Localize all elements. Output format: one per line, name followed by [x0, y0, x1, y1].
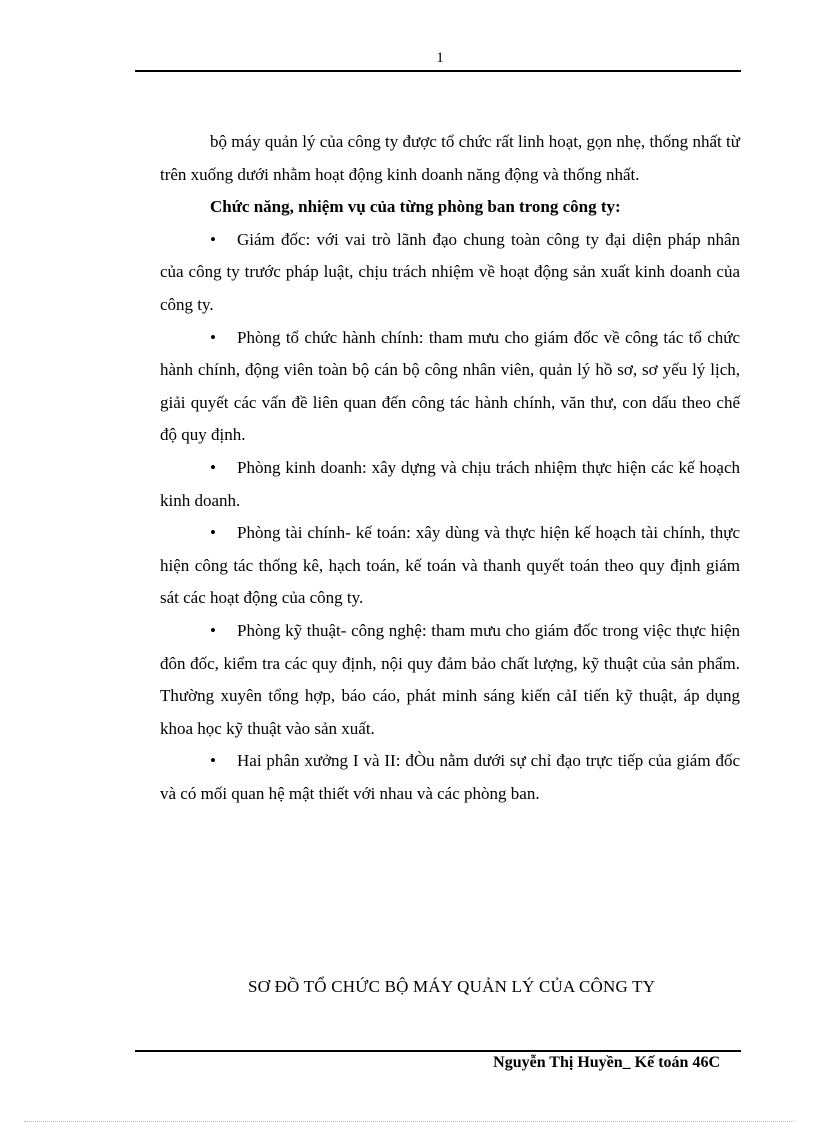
header-rule	[135, 70, 741, 72]
bullet-icon: •	[210, 457, 216, 477]
bullet-item-technical	[160, 615, 740, 745]
section-heading: Chức năng, nhiệm vụ của từng phòng ban trong công ty:	[210, 197, 621, 217]
footer-author: Nguyễn Thị Huyền_ Kế toán 46C	[493, 1054, 720, 1071]
bullet-text: Giám đốc: với vai trò lãnh đạo chung toàn công ty đại diện pháp nhân của công ty trước pháp luật, chịu trách nhiệm về hoạt động sản xuất kinh doanh của công ty.	[160, 229, 740, 314]
bullet-item-business	[160, 452, 740, 517]
page-edge	[24, 1121, 794, 1122]
bullet-text: Phòng tài chính- kế toán: xây dùng và thực hiện kế hoạch tài chính, thực hiện công tác thống kê, hạch toán, kế toán và thanh quyết toán theo quy định giám sát các hoạt động của công ty.	[160, 523, 740, 608]
bullet-icon: •	[210, 751, 216, 771]
intro-paragraph: bộ máy quản lý của công ty được tổ chức rất linh hoạt, gọn nhẹ, thống nhất từ trên xuống dưới nhằm hoạt động kinh doanh năng động và thống nhất.	[160, 132, 740, 184]
bullet-text: Phòng tổ chức hành chính: tham mưu cho giám đốc về công tác tổ chức hành chính, động viên toàn bộ cán bộ công nhân viên, quản lý hồ sơ, sơ yếu lý lịch, giải quyết các vấn đề liên quan đến công tác hành chính, văn thư, con dấu theo chế độ quy định.	[160, 327, 740, 445]
bullet-icon: •	[210, 523, 216, 543]
bullet-text: Phòng kỹ thuật- công nghệ: tham mưu cho giám đốc trong việc thực hiện đôn đốc, kiểm tra các quy định, nội quy đảm bảo chất lượng, kỹ thuật của sản phẩm. Thường xuyên tổng hợp, báo cáo, phát minh sáng kiến cảI tiến kỹ thuật, áp dụng khoa học kỹ thuật vào sản xuất.	[160, 620, 740, 738]
bullet-icon: •	[210, 620, 216, 640]
bullet-item-workshops	[160, 745, 740, 810]
bullet-icon: •	[210, 229, 216, 249]
bullet-item-admin	[160, 322, 740, 452]
diagram-title: SƠ ĐỒ TỔ CHỨC BỘ MÁY QUẢN LÝ CỦA CÔNG TY	[248, 977, 656, 996]
footer-rule	[135, 1050, 741, 1052]
bullet-text: Hai phân xưởng I và II: đÒu nằm dưới sự chỉ đạo trực tiếp của giám đốc và có mối quan hệ mật thiết với nhau và các phòng ban.	[160, 751, 740, 803]
bullet-item-director	[160, 224, 740, 322]
bullet-item-finance	[160, 517, 740, 615]
page-number: 1	[436, 50, 444, 66]
bullet-icon: •	[210, 327, 216, 347]
document-body	[160, 126, 740, 810]
bullet-text: Phòng kinh doanh: xây dựng và chịu trách nhiệm thực hiện các kế hoạch kinh doanh.	[160, 457, 740, 510]
